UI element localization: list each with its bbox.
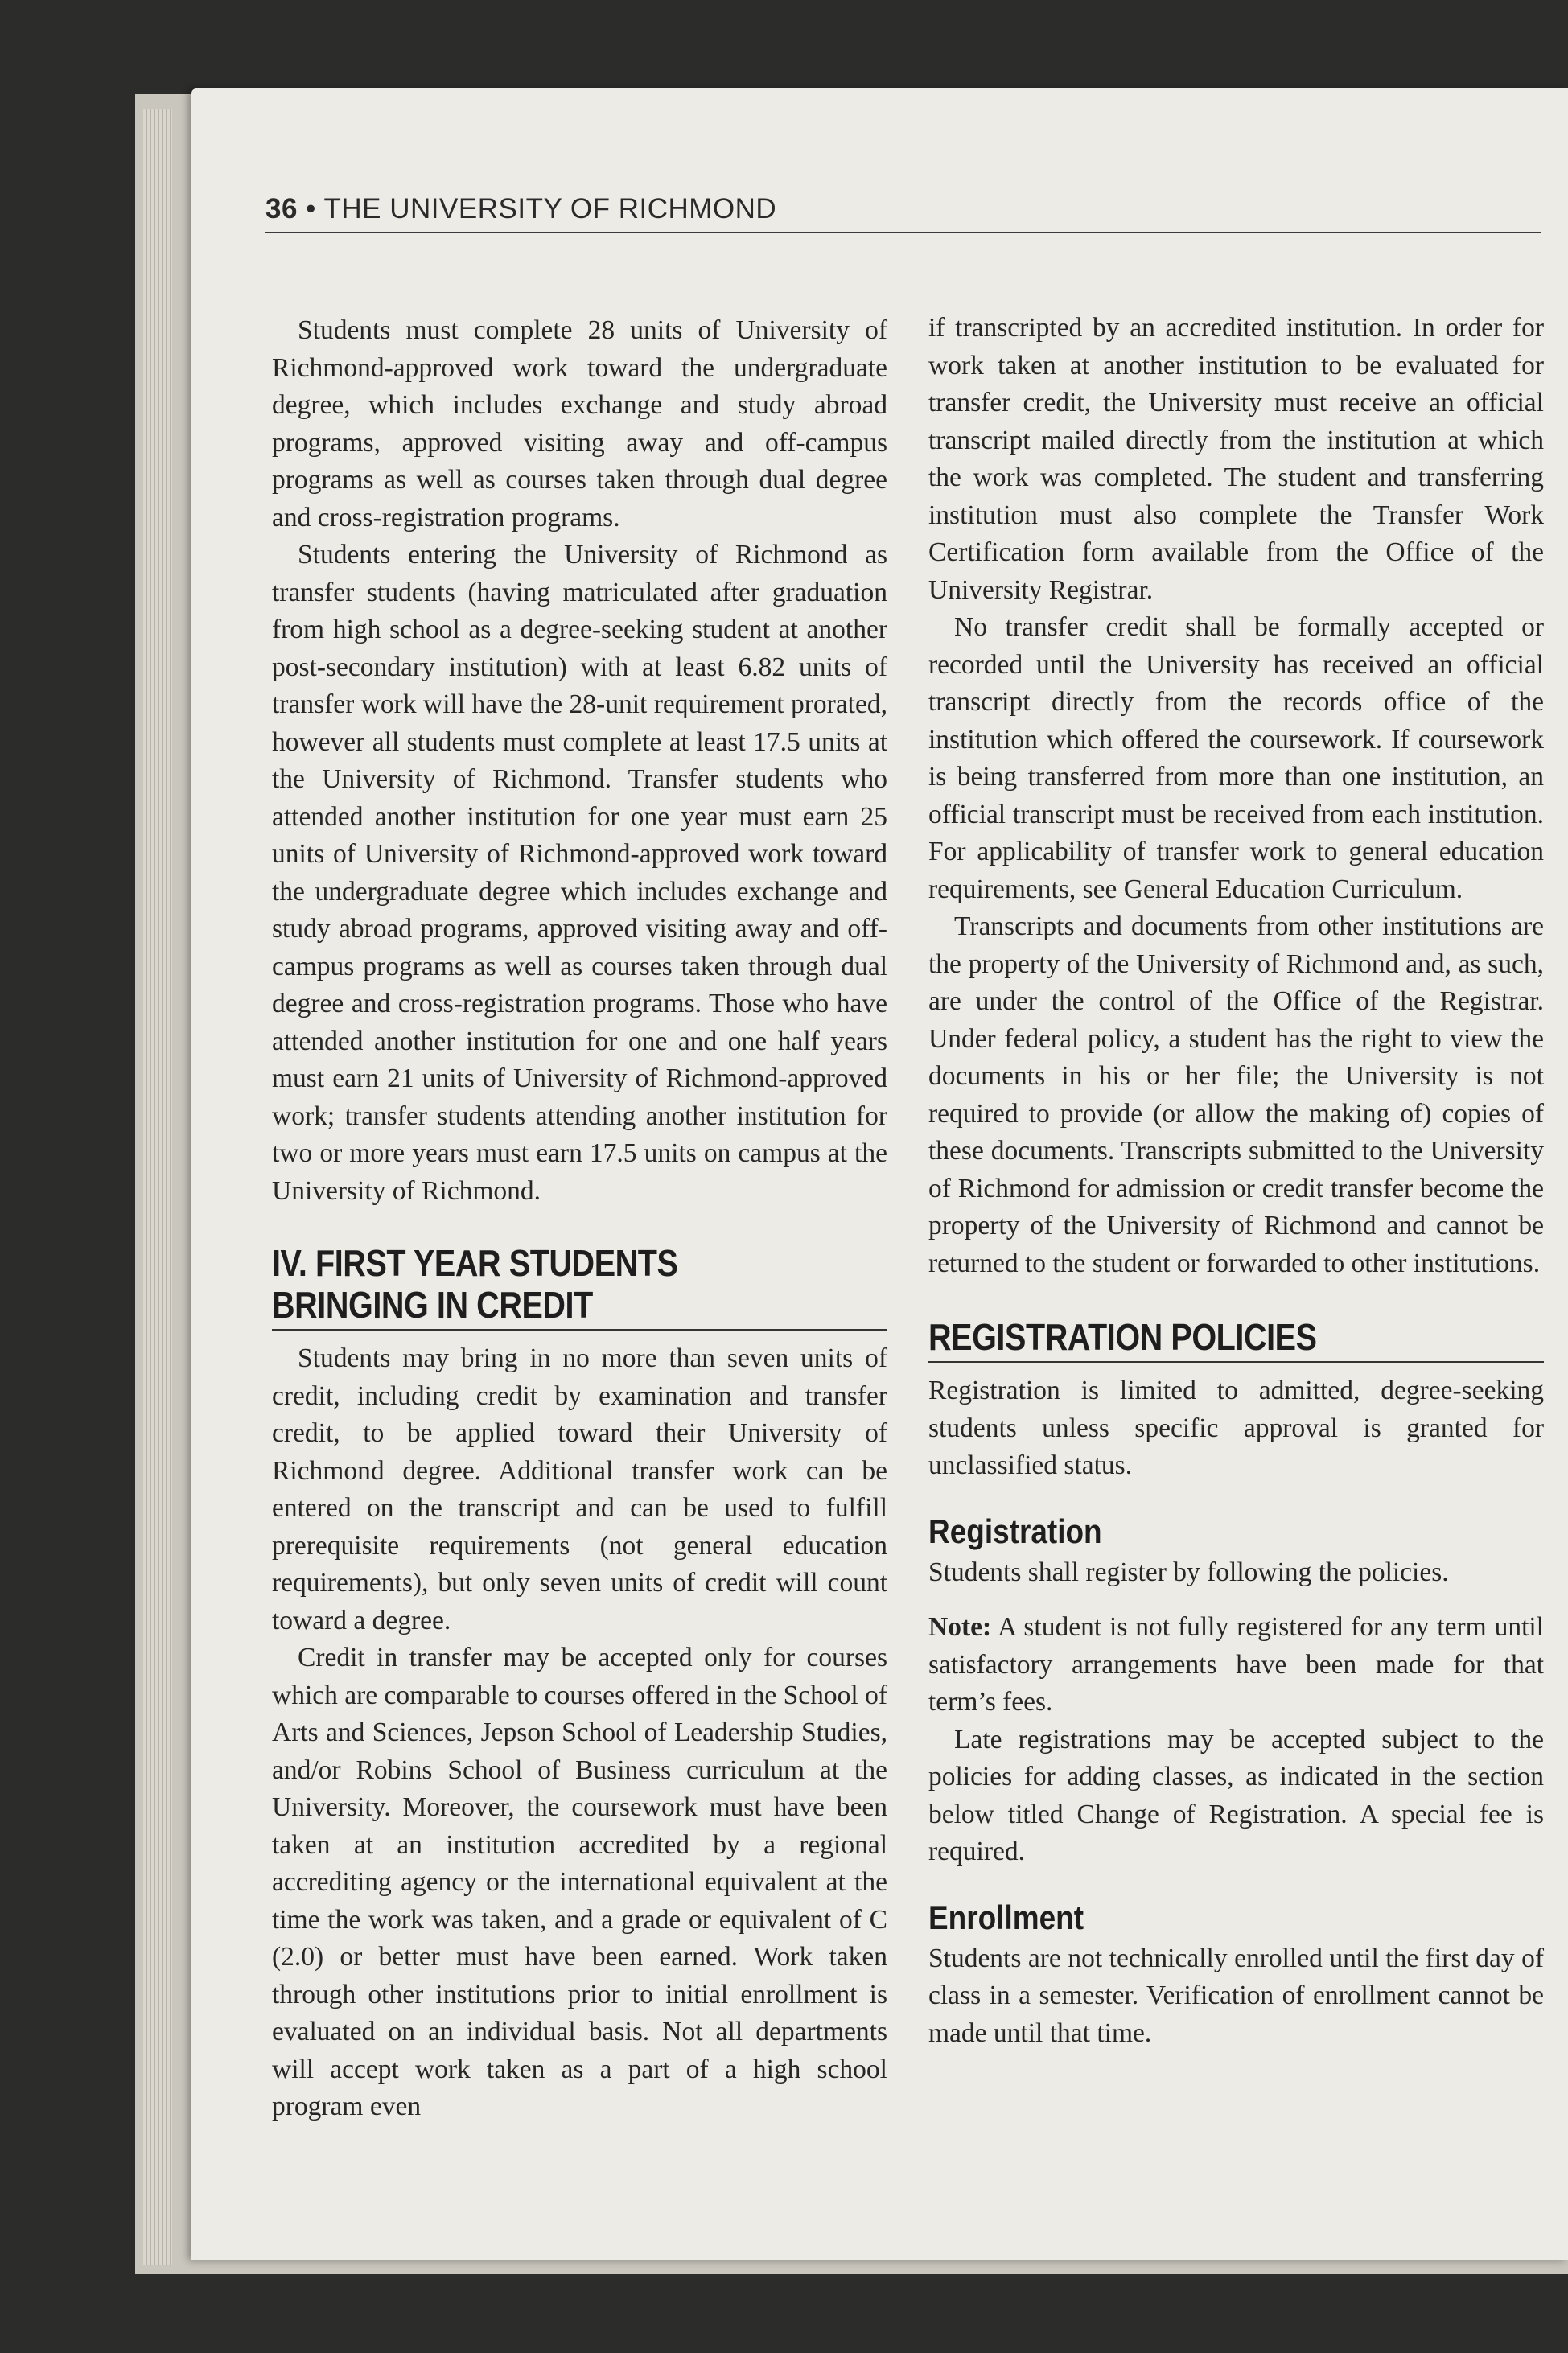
section-rule	[272, 1329, 887, 1331]
paragraph: Students must complete 28 units of University of Richmond-approved work toward the undergraduate degree, which includes exchange and study abroad programs, approved visiting away and off-campus programs as well as courses taken through dual degree and cross-registration programs.	[272, 315, 887, 533]
left-column	[272, 312, 887, 2126]
note-text: A student is not fully registered for any term until satisfactory arrangements have been made for that term’s fees.	[928, 1612, 1544, 1717]
page-number: 36	[265, 193, 298, 224]
right-column	[928, 310, 1544, 2052]
page-edges	[143, 109, 172, 2265]
paragraph: Students shall register by following the policies.	[928, 1557, 1449, 1587]
paragraph: Students entering the University of Richmond as transfer students (having matriculated after graduation from high school as a degree-seeking student at another post-secondary institution) with at least 6.82 units of transfer work will have the 28-unit requirement prorated, however all students must complete at least 17.5 units at the University of Richmond. Transfer students who attended another institution for one year must earn 25 units of University of Richmond-approved work toward the undergraduate degree which includes exchange and study abroad programs, approved visiting away and off-campus programs as well as courses taken through dual degree and cross-registration programs. Those who have attended another institution for one and one half years must earn 21 units of University of Richmond-approved work; transfer students attending another institution for two or more years must earn 17.5 units on campus at the University of Richmond.	[272, 540, 887, 1206]
section-iv-heading	[272, 1242, 887, 1331]
paragraph: Students are not technically enrolled until the first day of class in a semester. Verification of enrollment cannot be made until that time.	[928, 1943, 1544, 2048]
section-rule	[928, 1361, 1544, 1363]
note-label: Note:	[928, 1612, 992, 1642]
note-paragraph	[928, 1609, 1544, 1722]
paragraph: if transcripted by an accredited institution. In order for work taken at another institution to be evaluated for transfer credit, the University must receive an official transcript mailed directly from the institution at which the work was completed. The student and transferring institution must also complete the Transfer Work Certification form available from the Office of the University Registrar.	[928, 313, 1544, 605]
registration-subheading: Registration	[928, 1512, 1102, 1550]
section-title-line: REGISTRATION POLICIES	[928, 1316, 1317, 1358]
spacer	[928, 1591, 1544, 1609]
enrollment-subheading: Enrollment	[928, 1898, 1084, 1936]
section-title-line: BRINGING IN CREDIT	[272, 1284, 593, 1326]
publication-title: THE UNIVERSITY OF RICHMOND	[323, 193, 777, 224]
section-title-line: IV. FIRST YEAR STUDENTS	[272, 1242, 678, 1284]
running-header	[265, 193, 1541, 233]
paragraph: Transcripts and documents from other institutions are the property of the University of Richmond and, as such, are under the control of the Office of the Registrar. Under federal policy, a student has the right to view the documents in his or her file; the University is not required to provide (or allow the making of) copies of these documents. Transcripts submitted to the University of Richmond for admission or credit transfer become the property of the University of Richmond and cannot be returned to the student or forwarded to other institutions.	[928, 911, 1544, 1278]
paragraph: No transfer credit shall be formally accepted or recorded until the University has received an official transcript directly from the records office of the institution which offered the coursework. If coursework is being transferred from more than one institution, an official transcript must be received from each institution. For applicability of transfer work to general education requirements, see General Education Curriculum.	[928, 612, 1544, 904]
header-bullet: •	[306, 193, 316, 224]
paragraph: Late registrations may be accepted subject to the policies for adding classes, as indicated in the section below titled Change of Registration. A special fee is required.	[928, 1724, 1544, 1866]
paragraph: Credit in transfer may be accepted only for courses which are comparable to courses offered in the School of Arts and Sciences, Jepson School of Leadership Studies, and/or Robins School of Business curriculum at the University. Moreover, the coursework must have been taken at an institution accredited by a regional accrediting agency or the international equivalent at the time the work was taken, and a grade or equivalent of C (2.0) or better must have been earned. Work taken through other institutions prior to initial enrollment is evaluated on an individual basis. Not all departments will accept work taken as a part of a high school program even	[272, 1643, 887, 2121]
paragraph: Students may bring in no more than seven units of credit, including credit by examination and transfer credit, to be applied toward their University of Richmond degree. Additional transfer work can be entered on the transcript and can be used to fulfill prerequisite requirements (not general education requirements), but only seven units of credit will count toward a degree.	[272, 1343, 887, 1635]
paragraph: Registration is limited to admitted, degree-seeking students unless specific approval is granted for unclassified status.	[928, 1376, 1544, 1480]
registration-policies-heading	[928, 1316, 1544, 1363]
